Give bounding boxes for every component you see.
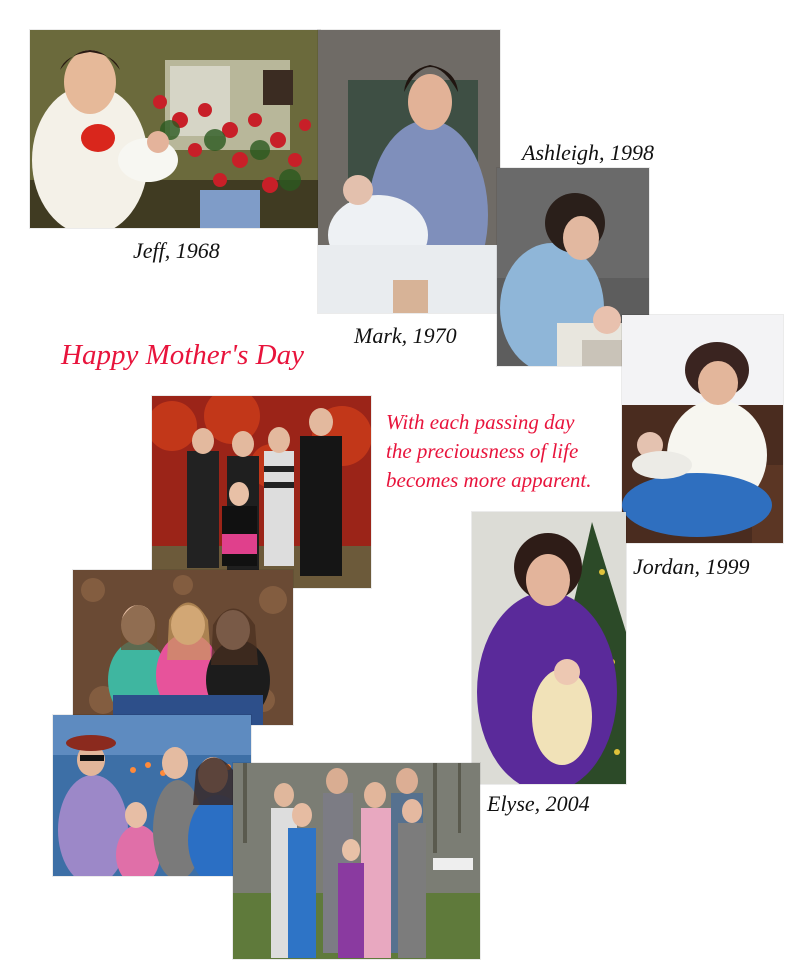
caption-jordan: Jordan, 1999 xyxy=(633,554,750,579)
quote-block xyxy=(386,408,591,495)
quote-line-1: With each passing day xyxy=(386,410,575,434)
photo-three-girls-leaves xyxy=(73,570,293,725)
caption-jeff: Jeff, 1968 xyxy=(133,238,220,263)
photo-family-autumn xyxy=(152,396,371,588)
caption-elyse: Elyse, 2004 xyxy=(487,791,590,816)
heading-happy-mothers-day: Happy Mother's Day xyxy=(61,339,304,371)
photo-lake-group xyxy=(53,715,251,876)
caption-ashleigh: Ashleigh, 1998 xyxy=(522,140,654,165)
photo-elyse-2004 xyxy=(472,512,626,784)
photo-family-yard xyxy=(233,763,480,959)
quote-line-3: becomes more apparent. xyxy=(386,468,592,492)
photo-jordan-1999 xyxy=(622,315,783,543)
quote-line-2: the preciousness of life xyxy=(386,439,579,463)
photo-mark-1970 xyxy=(318,30,500,313)
photo-jeff-1968 xyxy=(30,30,320,228)
caption-mark: Mark, 1970 xyxy=(354,323,457,348)
